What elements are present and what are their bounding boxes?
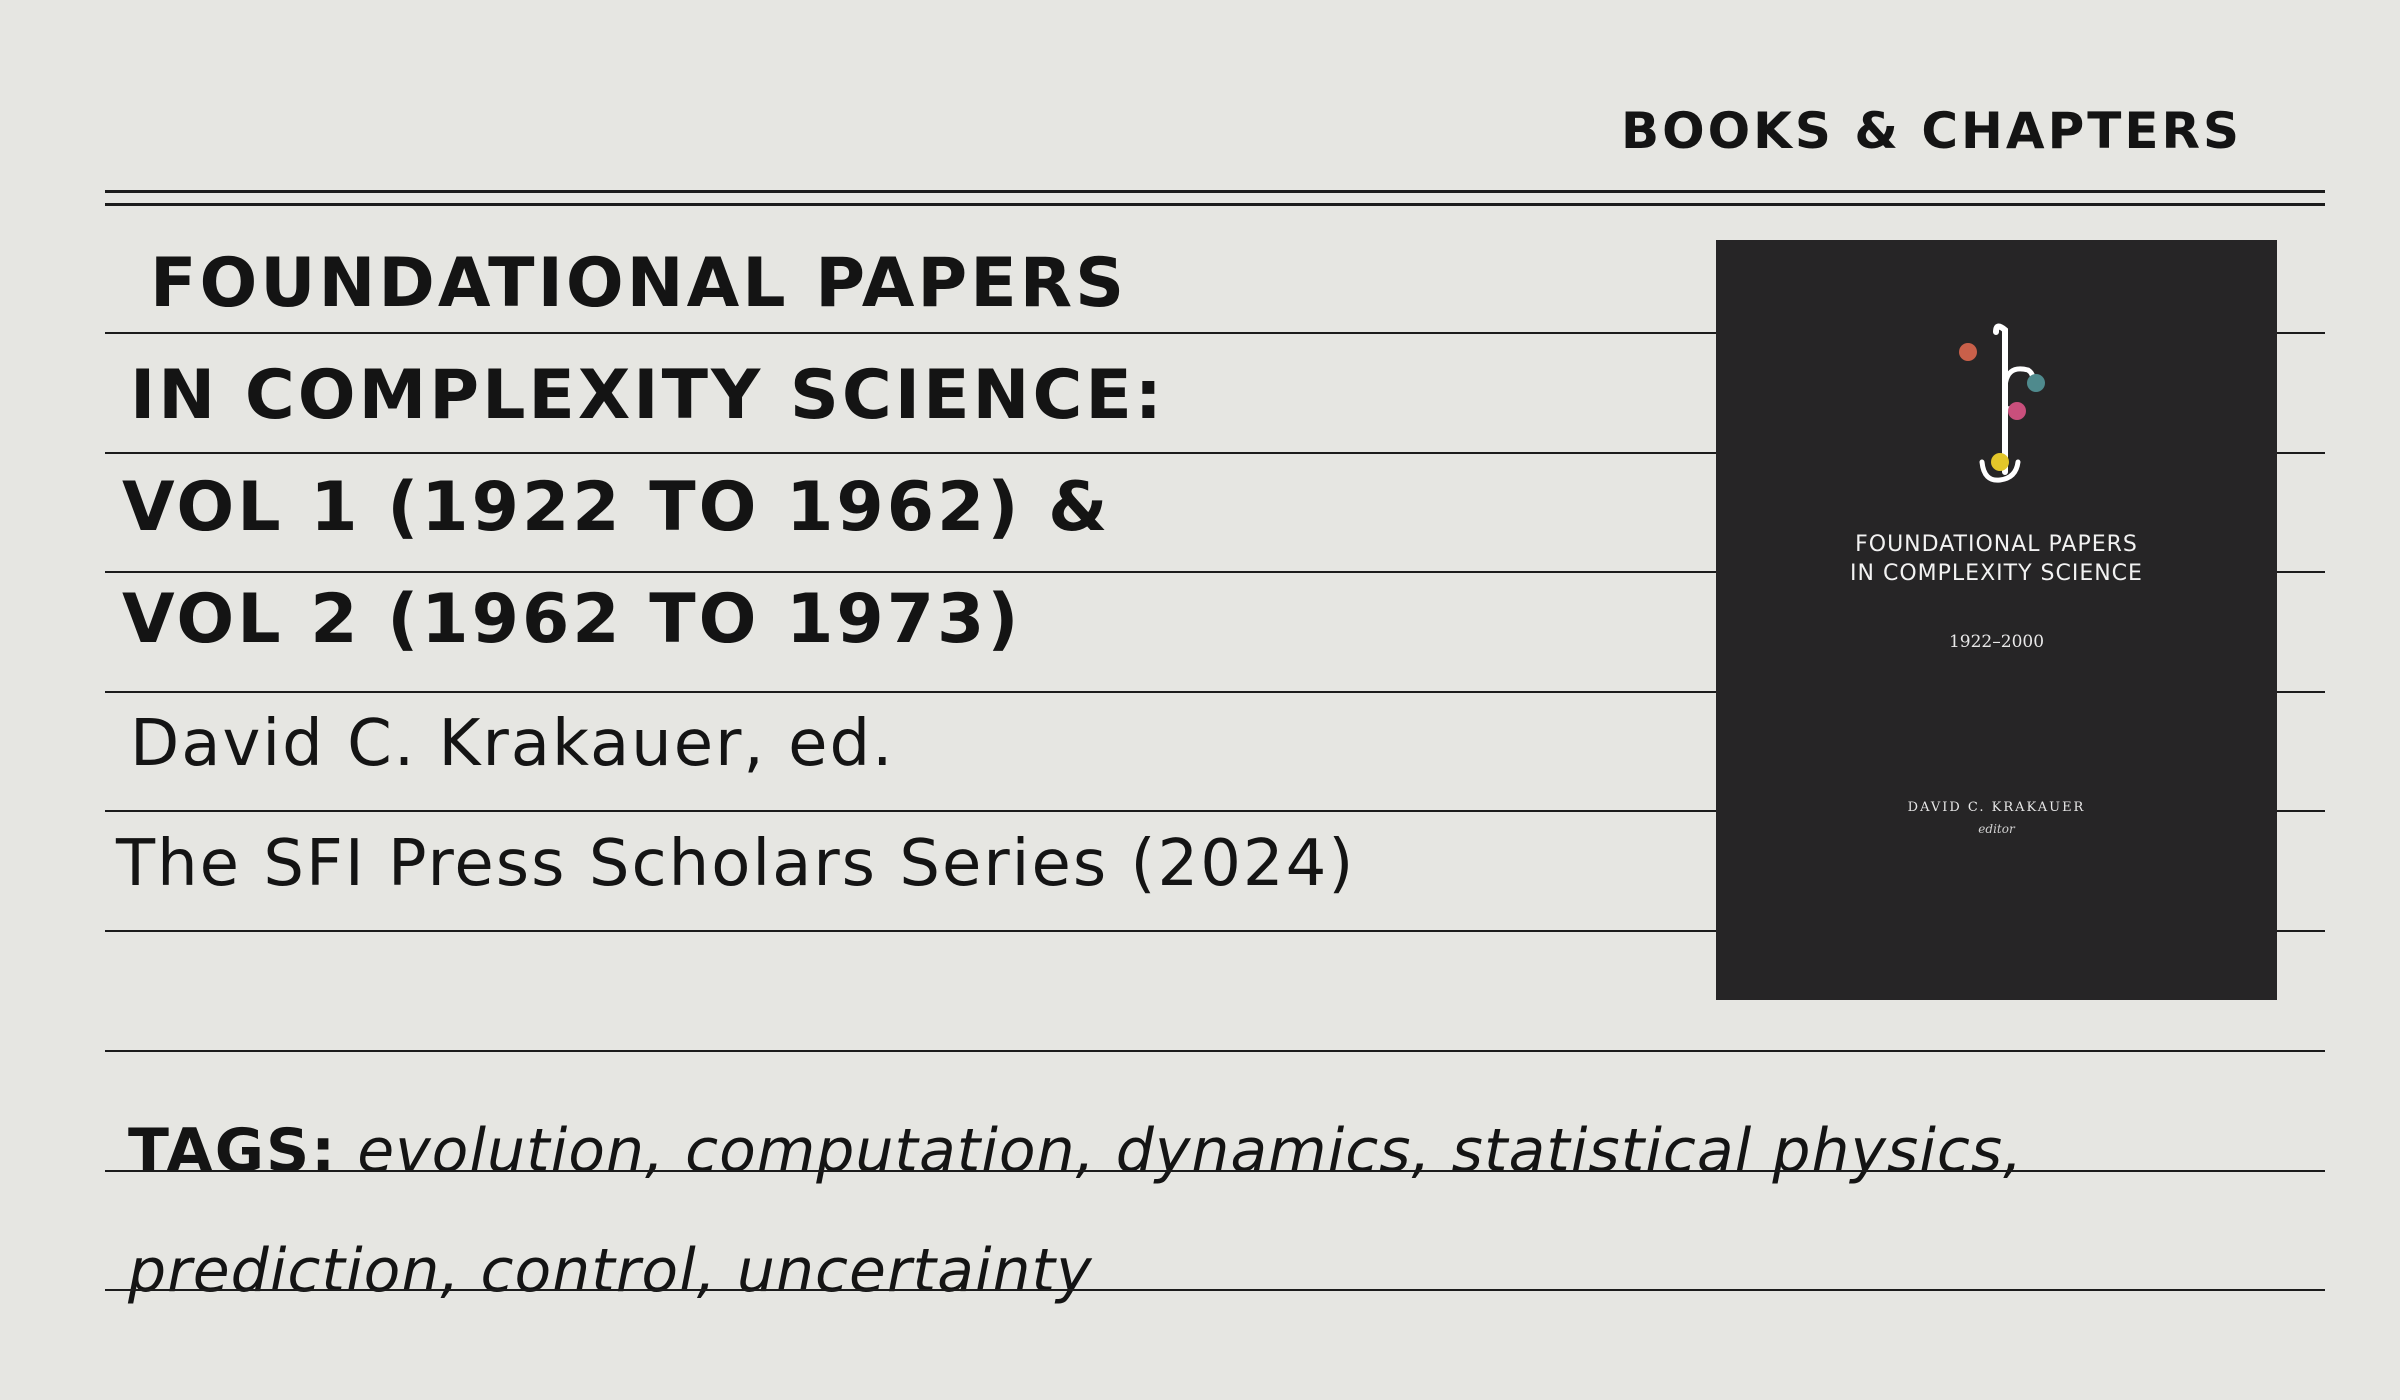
tags-block [128,1091,2308,1331]
tags-values[interactable]: evolution, computation, dynamics, statistical physics, prediction, control, uncertainty [128,1116,2024,1306]
section-label: BOOKS & CHAPTERS [1621,102,2242,160]
book-title-line-3[interactable]: VOL 1 (1922 TO 1962) & [122,468,1111,547]
header-rule-bottom [105,203,2325,206]
book-title-line-4[interactable]: VOL 2 (1962 TO 1973) [122,580,1022,659]
rule [105,1050,2325,1052]
book-series: The SFI Press Scholars Series (2024) [116,827,1356,901]
header-rule-top [105,190,2325,193]
cover-role: editor [1978,822,2015,836]
cover-dot [2027,374,2045,392]
book-cover[interactable] [1716,240,2277,1000]
book-editor: David C. Krakauer, ed. [130,707,895,781]
cover-years: 1922–2000 [1948,632,2045,652]
cover-title-line-1: FOUNDATIONAL PAPERS [1855,532,2138,557]
book-title-line-1[interactable]: FOUNDATIONAL PAPERS [150,244,1128,323]
cover-dot [2008,402,2026,420]
cover-dot [1959,343,1977,361]
cover-author: DAVID C. KRAKAUER [1907,800,2086,815]
tags-label: TAGS: [128,1116,338,1186]
cover-title-line-2: IN COMPLEXITY SCIENCE [1850,561,2143,586]
cover-dot [1991,453,2009,471]
rule [105,1170,2325,1172]
cover-logo-icon [1716,240,2277,1000]
rule [105,1289,2325,1291]
book-title-line-2[interactable]: IN COMPLEXITY SCIENCE: [130,356,1165,435]
cover-title [1716,530,2277,588]
